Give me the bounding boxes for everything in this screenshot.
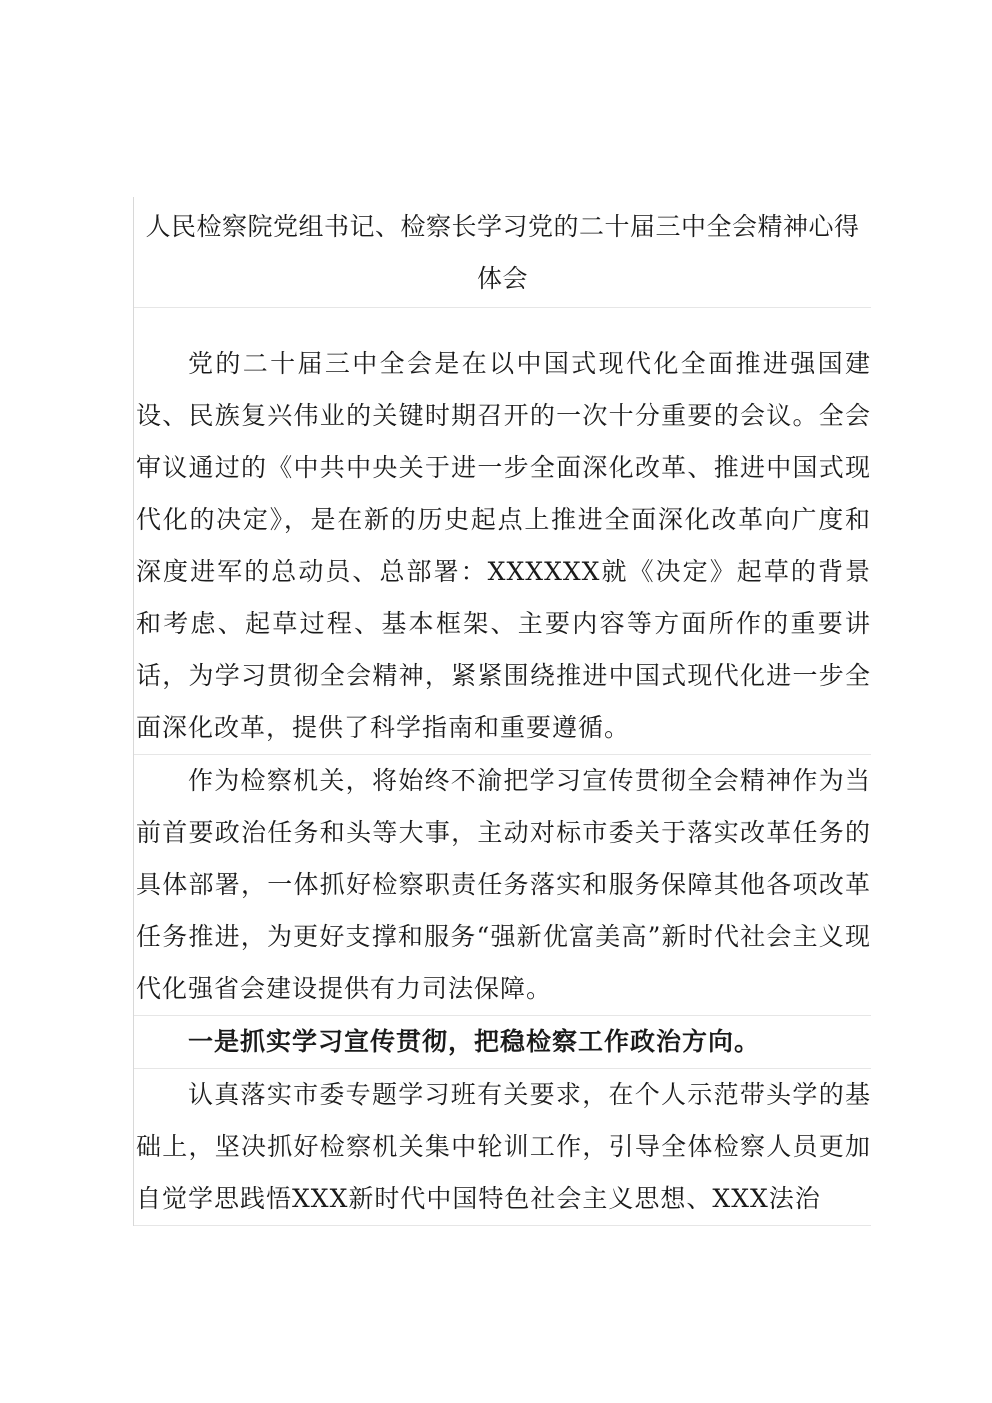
paragraph-procuratorate: 作为检察机关，将始终不渝把学习宣传贯彻全会精神作为当前首要政治任务和头等大事，主动对标市委关于落实改革任务的具体部署，一体抓好检察职责任务落实和服务保障其他各项改革任务推进，为更好支撑和服务“强新优富美高”新时代社会主义现代化强省会建设提供有力司法保障。 [136, 766, 871, 1003]
document-page [133, 197, 871, 1226]
section-heading-1: 一是抓实学习宣传贯彻，把稳检察工作政治方向。 [188, 1027, 761, 1056]
document-title-block [134, 197, 871, 308]
paragraph-block-1 [134, 308, 871, 755]
paragraph-block-4 [134, 1069, 871, 1226]
paragraph-block-2 [134, 755, 871, 1016]
document-title: 人民检察院党组书记、检察长学习党的二十届三中全会精神心得体会 [145, 212, 860, 293]
paragraph-study: 认真落实市委专题学习班有关要求，在个人示范带头学的基础上，坚决抓好检察机关集中轮训工作，引导全体检察人员更加自觉学思践悟XXX新时代中国特色社会主义思想、XXX法治 [136, 1080, 871, 1213]
paragraph-block-3 [134, 1016, 871, 1069]
paragraph-intro: 党的二十届三中全会是在以中国式现代化全面推进强国建设、民族复兴伟业的关键时期召开的一次十分重要的会议。全会审议通过的《中共中央关于进一步全面深化改革、推进中国式现代化的决定》，是在新的历史起点上推进全面深化改革向广度和深度进军的总动员、总部署：XXXXXX就《决定》起草的背景和考虑、起草过程、基本框架、主要内容等方面所作的重要讲话，为学习贯彻全会精神，紧紧围绕推进中国式现代化进一步全面深化改革，提供了科学指南和重要遵循。 [136, 349, 871, 742]
